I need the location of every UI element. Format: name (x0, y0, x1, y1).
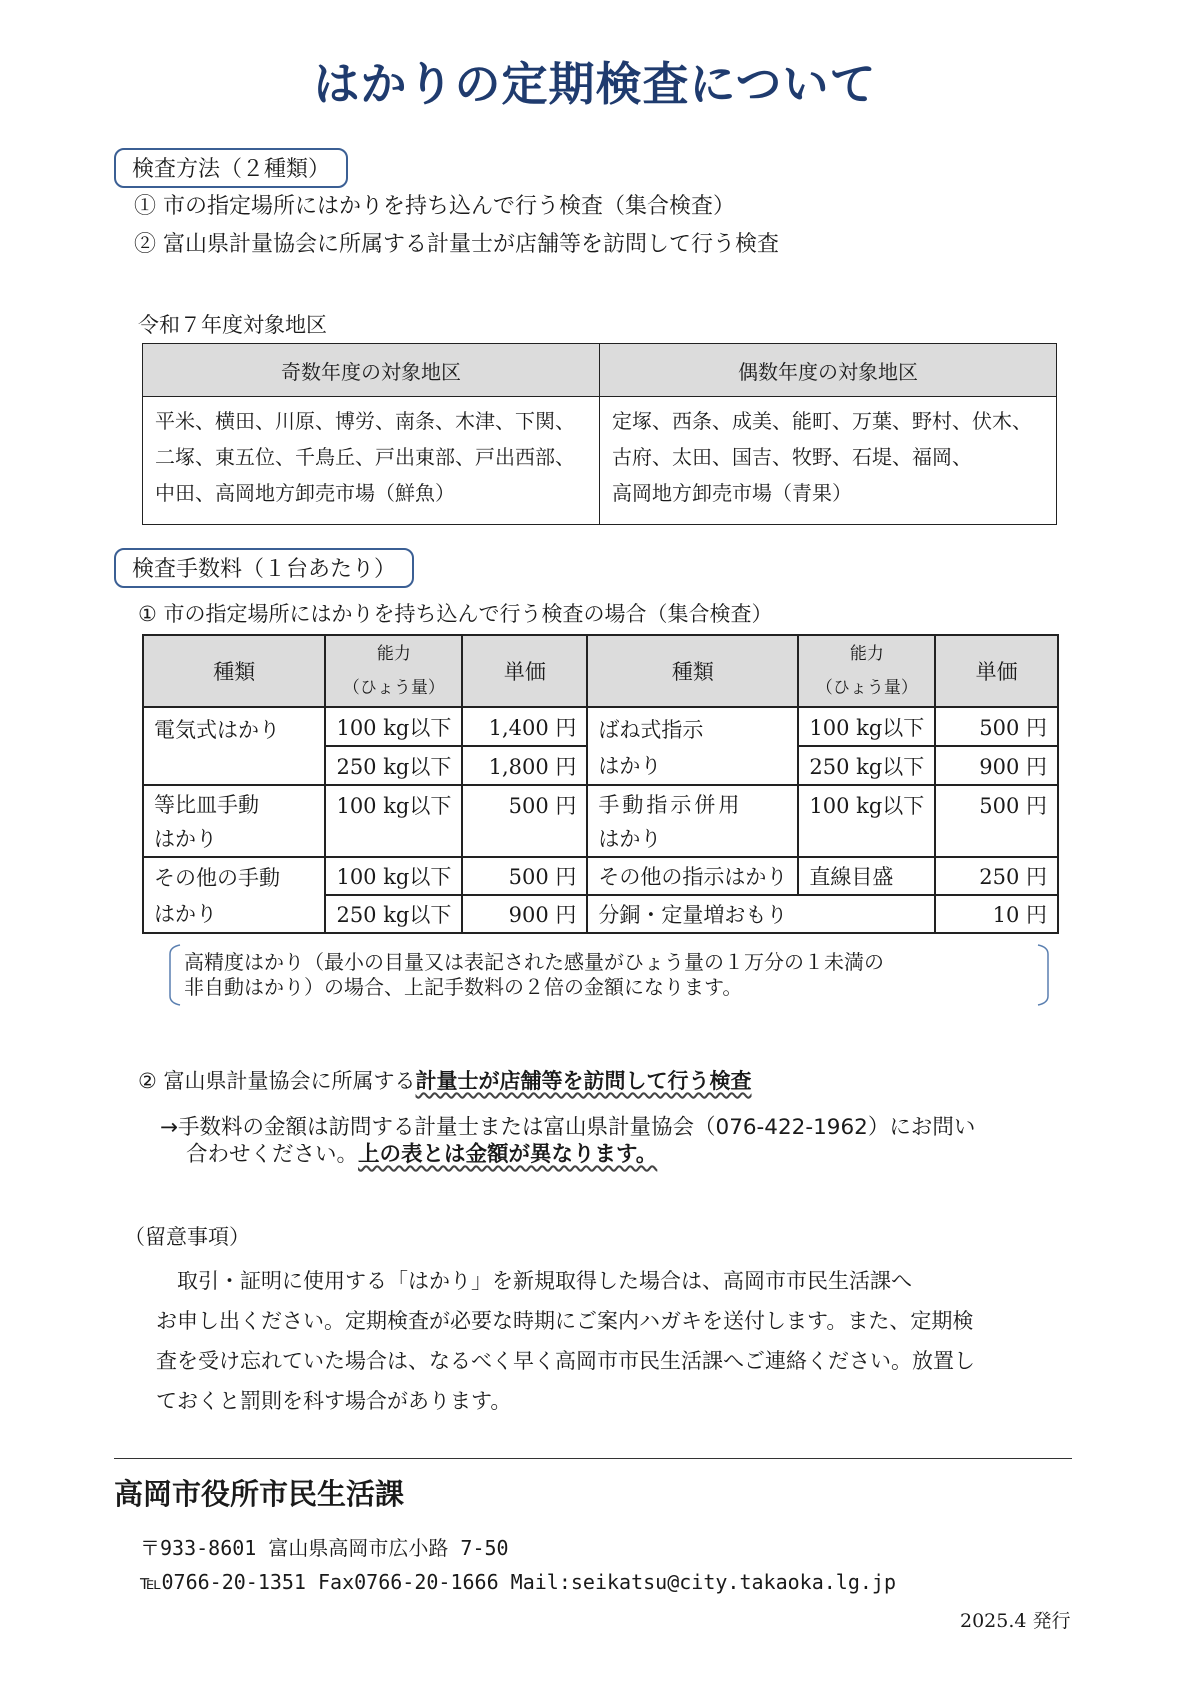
notes-line: ておくと罰則を科す場合があります。 (156, 1389, 512, 1413)
price-header: 単価 (462, 635, 587, 707)
right-bracket-icon (1036, 944, 1052, 1006)
other-indicator-scale-type: その他の指示はかり (587, 857, 798, 895)
table-cell-capacity: 100 kg以下 (798, 707, 935, 746)
table-cell-capacity: 100 kg以下 (798, 785, 935, 857)
even-area-line: 古府、太田、国吉、牧野、石堤、福岡、 (612, 445, 972, 469)
capacity-header (798, 635, 935, 707)
method-item-1: ① 市の指定場所にはかりを持ち込んで行う検査（集合検査） (134, 194, 735, 219)
type-line: はかり (154, 827, 217, 851)
type-line: 等比皿手動 (154, 793, 259, 817)
table-cell-capacity: 250 kg以下 (325, 895, 462, 933)
visit-note-line: →手数料の金額は訪問する計量士または富山県計量協会（076-422-1962）にお問い (160, 1115, 976, 1140)
office-name: 高岡市役所市民生活課 (114, 1477, 405, 1511)
table-cell-capacity: 250 kg以下 (325, 746, 462, 785)
table-cell-price: 500 円 (462, 857, 587, 895)
notes-line: お申し出ください。定期検査が必要な時期にご案内ハガキを送付します。また、定期検 (156, 1309, 974, 1333)
table-cell-capacity: 100 kg以下 (325, 707, 462, 746)
fees-heading: 検査手数料（１台あたり） (114, 548, 414, 588)
type-line: その他の手動 (154, 866, 280, 890)
capacity-header-line: （ひょう量） (342, 678, 445, 698)
even-area-line: 高岡地方卸売市場（青果） (612, 481, 852, 505)
office-contact: ℡0766-20-1351 Fax0766-20-1666 Mail:seikatsu@city.takaoka.lg.jp (140, 1570, 896, 1594)
left-bracket-icon (166, 944, 182, 1006)
even-area-line: 定塚、西条、成美、能町、万葉、野村、伏木、 (612, 409, 1032, 433)
electric-scale-type: 電気式はかり (143, 707, 325, 785)
table-cell-price: 500 円 (462, 785, 587, 857)
type-line: はかり (154, 902, 217, 926)
capacity-header (325, 635, 462, 707)
even-year-header: 偶数年度の対象地区 (600, 344, 1057, 397)
type-line: はかり (598, 827, 662, 851)
note-line: 高精度はかり（最小の目量又は表記された感量がひょう量の１万分の１未満の (184, 950, 884, 974)
footer-divider (114, 1458, 1072, 1459)
price-header: 単価 (935, 635, 1058, 707)
high-precision-note (184, 950, 884, 1000)
visit-note-text: 合わせください。 (186, 1142, 359, 1167)
table-cell-price: 1,800 円 (462, 746, 587, 785)
area-table (142, 343, 1057, 525)
visit-heading-emphasis: 計量士が店舗等を訪問して行う検査 (415, 1069, 752, 1093)
odd-year-areas (143, 397, 600, 525)
type-header: 種類 (143, 635, 325, 707)
page-title: はかりの定期検査について (313, 57, 877, 111)
table-cell-price: 10 円 (935, 895, 1058, 933)
other-manual-scale-type (143, 857, 325, 933)
issue-date: 2025.4 発行 (960, 1610, 1071, 1632)
weights-type: 分銅・定量増おもり (587, 895, 935, 933)
visit-heading (138, 1066, 752, 1096)
table-cell-price: 500 円 (935, 785, 1058, 857)
visit-fee-note (160, 1114, 975, 1168)
fee-table (142, 634, 1059, 934)
type-line: はかり (598, 754, 662, 778)
method-item-2: ② 富山県計量協会に所属する計量士が店舗等を訪問して行う検査 (134, 232, 779, 257)
odd-area-line: 二塚、東五位、千鳥丘、戸出東部、戸出西部、 (155, 445, 575, 469)
areas-caption: 令和７年度対象地区 (138, 313, 327, 337)
type-line: 手動指示併用 (598, 793, 743, 817)
table-cell-price: 900 円 (462, 895, 587, 933)
manual-indicator-scale-type (587, 785, 798, 857)
even-year-areas (600, 397, 1057, 525)
table-cell-capacity: 250 kg以下 (798, 746, 935, 785)
spring-scale-type (587, 707, 798, 785)
notes-line: 査を受け忘れていた場合は、なるべく早く高岡市市民生活課へご連絡ください。放置し (156, 1349, 975, 1373)
table-cell-price: 900 円 (935, 746, 1058, 785)
notes-body (156, 1261, 1086, 1421)
table-cell-price: 1,400 円 (462, 707, 587, 746)
visit-heading-prefix: ② 富山県計量協会に所属する (138, 1069, 416, 1093)
odd-area-line: 平米、横田、川原、博労、南条、木津、下関、 (155, 409, 575, 433)
notes-heading: （留意事項） (124, 1225, 250, 1249)
table-cell-capacity: 100 kg以下 (325, 785, 462, 857)
odd-area-line: 中田、高岡地方卸売市場（鮮魚） (155, 481, 455, 505)
equal-pan-scale-type (143, 785, 325, 857)
capacity-header-line: 能力 (376, 644, 411, 664)
type-header: 種類 (587, 635, 798, 707)
table-cell-price: 500 円 (935, 707, 1058, 746)
capacity-header-line: （ひょう量） (815, 678, 918, 698)
methods-heading: 検査方法（２種類） (114, 148, 348, 188)
notes-line: 取引・証明に使用する「はかり」を新規取得した場合は、高岡市市民生活課へ (156, 1269, 912, 1293)
table-cell-capacity: 100 kg以下 (325, 857, 462, 895)
odd-year-header: 奇数年度の対象地区 (143, 344, 600, 397)
capacity-header-line: 能力 (849, 644, 884, 664)
visit-note-emphasis: 上の表とは金額が異なります。 (358, 1142, 658, 1167)
table-cell-capacity: 直線目盛 (798, 857, 935, 895)
visit-note-line (160, 1141, 975, 1168)
fees-subheading: ① 市の指定場所にはかりを持ち込んで行う検査の場合（集合検査） (138, 602, 773, 626)
table-cell-price: 250 円 (935, 857, 1058, 895)
office-address: 〒933-8601 富山県高岡市広小路 7-50 (140, 1536, 509, 1560)
type-line: ばね式指示 (598, 718, 704, 742)
note-line: 非自動はかり）の場合、上記手数料の２倍の金額になります。 (184, 975, 743, 999)
